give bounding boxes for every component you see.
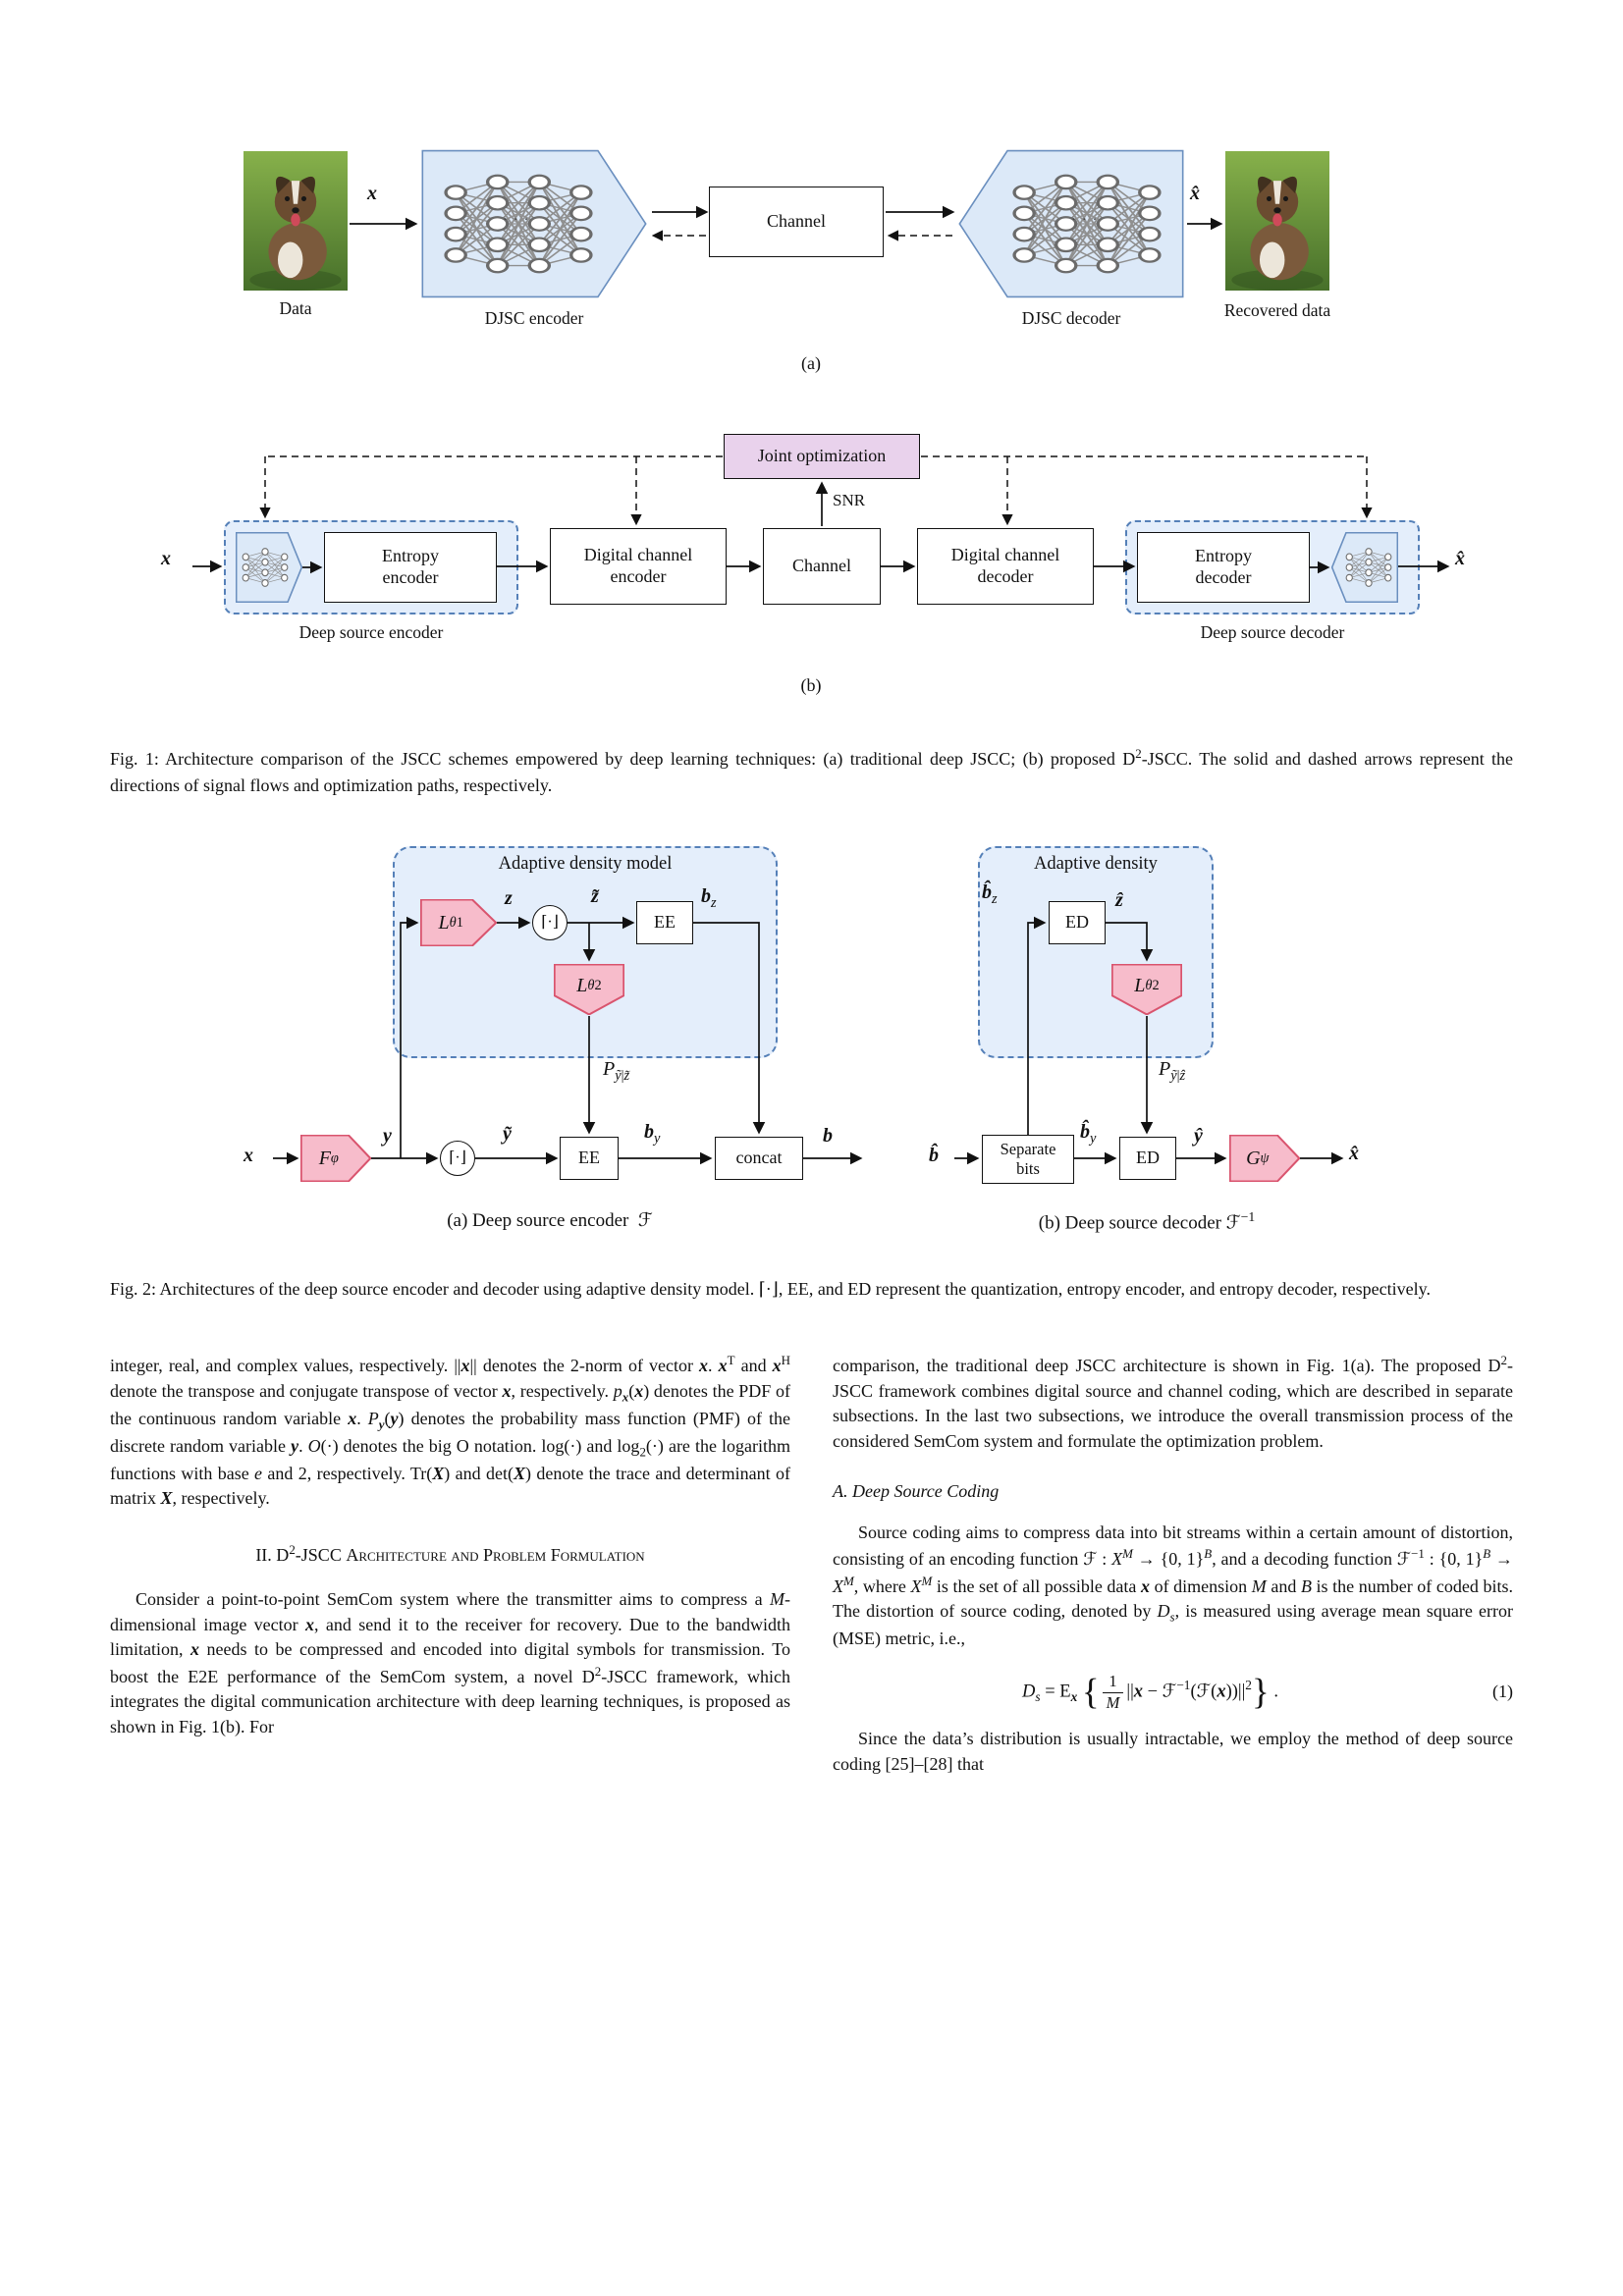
recovered-image <box>1225 151 1329 291</box>
channel-label: Channel <box>767 211 826 232</box>
ellipsis-icon: · · · <box>1071 212 1099 228</box>
b-output-label: b <box>823 1125 833 1147</box>
right-paragraph-2: Source coding aims to compress data into bit streams within a certain amount of distortion, consisting of an encoding function ℱ : $X^M \to \{0$, 1}$^B$, and a decoding function ℱ$^{-1}$ : {0, $1\}^B \to X^M$, where $X^M$ is the set of all possible data x of dimension M and B is the number of coded bits. The distortion of source coding, denoted by $D_s$, is measured using average mean square error (MSE) metric, i.e., <box>833 1522 1514 1649</box>
deep-source-decoder-caption: Deep source decoder <box>1200 622 1345 642</box>
entropy-encoder-box <box>324 532 497 603</box>
dog-photo <box>1225 151 1329 291</box>
subfigure-b-tag: (b) <box>800 675 822 695</box>
ed-label: ED <box>1136 1148 1160 1168</box>
channel-box <box>763 528 881 605</box>
figure-1a <box>0 137 1623 383</box>
ed-label: ED <box>1065 912 1089 933</box>
figure-2-caption: Fig. 2: Architectures of the deep source encoder and decoder using adaptive density model. ⌈·⌋, EE, and ED represent the quantization, entropy encoder, and entropy decoder, respectively. <box>110 1279 1431 1299</box>
entropy-encoder-label: Entropy encoder <box>382 546 439 587</box>
x-output-label: x̂ <box>1455 548 1465 569</box>
left-paragraph-2: Consider a point-to-point SemCom system where the transmitter aims to compress a M-dimensional image vector x, and send it to the receiver for recovery. Due to the bandwidth limitation, x needs to be compressed and encoded into digital symbols for transmission. To boost the E2E performance of the SemCom system, a novel $D^2$-JSCC framework, which integrates the digital communication architecture with deep learning techniques, is proposed as shown in Fig. 1(b). For <box>110 1589 790 1736</box>
concat-label: concat <box>735 1148 783 1168</box>
z-label: z <box>505 887 513 909</box>
g-psi-label: G ψ <box>1246 1147 1270 1169</box>
ee-label: EE <box>578 1148 600 1168</box>
p-cond-label: $P_{ỹ|z̃}$ <box>603 1058 630 1084</box>
fig2a-subcaption: (a) Deep source encoder ℱ <box>447 1210 653 1231</box>
figure-1-caption: Fig. 1: Architecture comparison of the JSCC schemes empowered by deep learning techniques: (a) traditional deep JSCC; (b) proposed $D^2$-JSCC. The solid and dashed arrows represent the directions of signal flows and optimization paths, respectively. <box>110 746 1514 795</box>
digital-channel-decoder-box <box>917 528 1094 605</box>
g-psi-shape <box>1229 1135 1300 1182</box>
joint-optimization-label: Joint optimization <box>757 446 887 466</box>
adaptive-density-model-group <box>393 846 778 1058</box>
left-column <box>110 1352 790 1777</box>
quantizer-circle <box>532 905 568 940</box>
data-caption: Data <box>279 298 312 318</box>
equation-body: $D_s = E_x$ { $\frac{1}{M}$ $||x - ℱ^{-1}(ℱ(x))||^2$} . <box>1022 1671 1278 1713</box>
z-hat-label: ẑ <box>1115 889 1123 911</box>
decoder-network-icon <box>1343 540 1394 595</box>
b-input-label: b̂ <box>929 1145 939 1166</box>
digital-channel-encoder-box <box>550 528 727 605</box>
body-columns <box>110 1352 1513 1777</box>
concat-box <box>715 1137 803 1180</box>
section-heading: II. $D^2$-JSCC Architecture and Problem Formulation <box>255 1541 645 1565</box>
djsc-encoder-caption: DJSC encoder <box>484 308 584 328</box>
entropy-encoder-z-box <box>636 901 693 944</box>
l-theta2-label: L θ2 <box>1134 974 1160 996</box>
b-y-hat-label: $b̂_y$ <box>1080 1121 1097 1147</box>
y-tilde-label: ỹ <box>503 1123 512 1145</box>
figure-1b <box>0 422 1623 717</box>
left-paragraph-1: integer, real, and complex values, respectively. ||x|| denotes the 2-norm of vector x. $x^T$ and $x^H$ denote the transpose and conjugate transpose of vector x, respectively. $p_x(x)$ denotes the PDF of the continuous random variable x. $P_y(y)$ denotes the probability mass function (PMF) of the discrete random variable y. O(·) denotes the big O notation. log(·) and $\log_2(\cdot)$ are the logarithm functions with base e and 2, respectively. Tr(X) and det(X) denote the trace and determinant of matrix X, respectively. <box>110 1353 791 1509</box>
entropy-decoder-label: Entropy decoder <box>1195 546 1252 587</box>
separate-bits-label: Separate bits <box>1000 1139 1056 1178</box>
l-theta1-shape <box>420 899 497 946</box>
separate-bits-box <box>982 1135 1074 1184</box>
y-hat-label: ŷ <box>1194 1125 1203 1147</box>
recovered-data-caption: Recovered data <box>1223 300 1331 320</box>
l-theta2-label: L θ2 <box>576 974 602 996</box>
source-encoder-network-shape <box>236 532 302 603</box>
b-z-hat-label: $b̂_z$ <box>982 881 998 907</box>
adaptive-density-title: Adaptive density <box>1034 854 1158 874</box>
x-input-label: x <box>161 548 171 569</box>
source-image <box>243 151 348 291</box>
digital-channel-decoder-label: Digital channel decoder <box>950 545 1060 586</box>
ee-label: EE <box>654 912 676 933</box>
l-theta2-shape <box>1111 964 1182 1015</box>
l-theta1-label: L θ1 <box>438 911 463 934</box>
x-output-label: x̂ <box>1349 1143 1359 1164</box>
digital-channel-encoder-label: Digital channel encoder <box>583 545 693 586</box>
joint-optimization-box <box>724 434 920 479</box>
adaptive-density-model-title: Adaptive density model <box>498 854 673 874</box>
b-y-label: $b_y$ <box>644 1121 661 1147</box>
source-decoder-network-shape <box>1331 532 1398 603</box>
snr-label: SNR <box>833 491 866 509</box>
channel-label: Channel <box>792 556 851 576</box>
x-input-label: x <box>243 1145 253 1166</box>
djsc-decoder-caption: DJSC decoder <box>1021 308 1121 328</box>
djsc-decoder-shape <box>957 149 1185 298</box>
right-column <box>833 1352 1513 1777</box>
quantizer-symbol: ⌈·⌋ <box>541 914 559 932</box>
deep-source-encoder-caption: Deep source encoder <box>298 622 444 642</box>
figure-2 <box>0 838 1623 1251</box>
b-z-label: $b_z$ <box>701 885 717 911</box>
dog-photo <box>243 151 348 291</box>
p-cond-label: $P_{ỹ|ẑ}$ <box>1159 1058 1186 1084</box>
y-label: y <box>383 1125 392 1147</box>
l-theta2-shape <box>554 964 624 1015</box>
equation-number: (1) <box>1492 1682 1513 1702</box>
entropy-decoder-z-box <box>1049 901 1106 944</box>
right-paragraph-3: Since the data’s distribution is usually intractable, we employ the method of deep source coding [25]–[28] that <box>833 1729 1513 1774</box>
entropy-encoder-y-box <box>560 1137 619 1180</box>
ellipsis-icon: · · · <box>503 212 530 228</box>
subsection-heading: A. Deep Source Coding <box>833 1481 1000 1502</box>
adaptive-density-group <box>978 846 1214 1058</box>
encoder-network-icon <box>240 540 291 595</box>
entropy-decoder-y-box <box>1119 1137 1176 1180</box>
right-paragraph-1: comparison, the traditional deep JSCC architecture is shown in Fig. 1(a). The proposed $D^2$-JSCC framework combines digital source and channel coding, which are described in separate subsections. In the last two subsections, we introduce the overall transmission process of the considered SemCom system and formulate the optimization problem. <box>833 1353 1513 1451</box>
djsc-encoder-shape <box>420 149 648 298</box>
quantizer-circle <box>440 1141 475 1176</box>
entropy-decoder-box <box>1137 532 1310 603</box>
z-tilde-label: z̃ <box>591 885 599 907</box>
f-phi-shape <box>300 1135 371 1182</box>
equation-1 <box>833 1672 1513 1713</box>
x-output-label: x̂ <box>1190 183 1200 204</box>
x-input-label: x <box>367 183 377 204</box>
subfigure-a-tag: (a) <box>801 353 821 373</box>
fig2b-subcaption: (b) Deep source decoder ℱ$^{-1}$ <box>1038 1209 1256 1234</box>
quantizer-symbol: ⌈·⌋ <box>449 1149 466 1167</box>
fig2-arrows <box>0 838 1623 1251</box>
channel-box <box>709 187 884 257</box>
f-phi-label: F φ <box>318 1147 339 1169</box>
